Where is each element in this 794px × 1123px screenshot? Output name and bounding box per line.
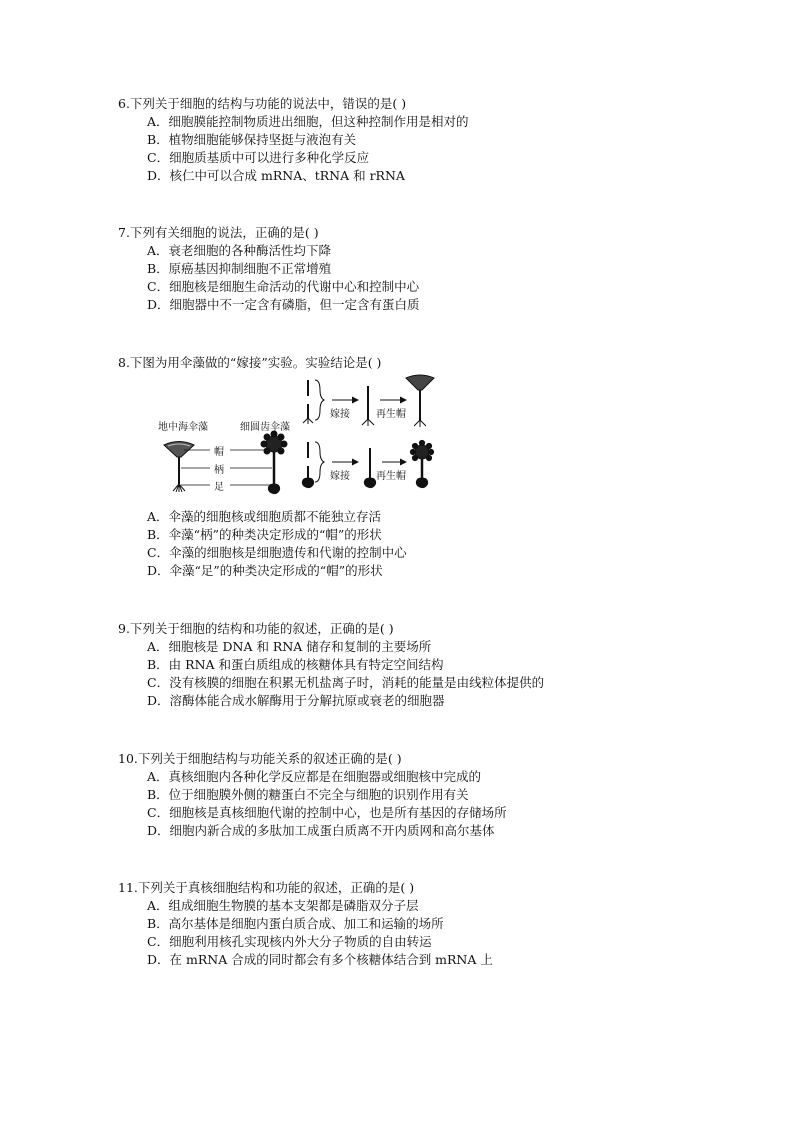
question-8 <box>118 354 758 580</box>
question-stem: 11.下列关于真核细胞结构和功能的叙述，正确的是( ) <box>118 880 415 895</box>
part-stalk-label: 柄 <box>214 465 224 476</box>
option-c: C．细胞利用核孔实现核内外大分子物质的自由转运 <box>147 934 432 949</box>
option-c: C．没有核膜的细胞在积累无机盐离子时，消耗的能量是由线粒体提供的 <box>147 675 545 690</box>
question-stem: 9.下列关于细胞的结构和功能的叙述，正确的是( ) <box>118 621 394 636</box>
option-c: C．伞藻的细胞核是细胞遗传和代谢的控制中心 <box>147 545 407 560</box>
option-b: B．植物细胞能够保持坚挺与液泡有关 <box>147 132 357 147</box>
option-d: D．细胞器中不一定含有磷脂，但一定含有蛋白质 <box>147 297 420 312</box>
question-stem: 10.下列关于细胞结构与功能关系的叙述正确的是( ) <box>118 751 402 766</box>
bottom-graft-row <box>302 440 433 487</box>
mediterranean-alga <box>164 442 194 493</box>
option-a: A．细胞核是 DNA 和 RNA 储存和复制的主要场所 <box>147 639 432 654</box>
regen-label-top: 再生帽 <box>376 409 406 420</box>
option-a: A．真核细胞内各种化学反应都是在细胞器或细胞核中完成的 <box>147 769 482 784</box>
species-left-label: 地中海伞藻 <box>158 422 208 433</box>
option-a: A．衰老细胞的各种酶活性均下降 <box>147 243 332 258</box>
option-c: C．细胞核是真核细胞代谢的控制中心，也是所有基因的存储场所 <box>147 805 507 820</box>
option-b: B．由 RNA 和蛋白质组成的核糖体具有特定空间结构 <box>147 657 444 672</box>
question-stem: 8.下图为用伞藻做的“嫁接”实验。实验结论是( ) <box>118 355 382 370</box>
regen-label-bottom: 再生帽 <box>376 471 406 482</box>
option-a: A．组成细胞生物膜的基本支架都是磷脂双分子层 <box>147 898 419 913</box>
question-11 <box>118 879 758 969</box>
graft-label-bottom: 嫁接 <box>330 471 350 482</box>
option-b: B．伞藻“柄”的种类决定形成的“帽”的形状 <box>147 527 382 542</box>
species-right-label: 细圆齿伞藻 <box>240 422 290 433</box>
option-b: B．高尔基体是细胞内蛋白质合成、加工和运输的场所 <box>147 916 444 931</box>
option-b: B．位于细胞膜外侧的糖蛋白不完全与细胞的识别作用有关 <box>147 787 469 802</box>
option-d: D．溶酶体能合成水解酶用于分解抗原或衰老的细胞器 <box>147 693 445 708</box>
option-c: C．细胞质基质中可以进行多种化学反应 <box>147 150 370 165</box>
option-d: D．核仁中可以合成 mRNA、tRNA 和 rRNA <box>147 168 405 183</box>
option-d: D．在 mRNA 合成的同时都会有多个核糖体结合到 mRNA 上 <box>147 952 493 967</box>
part-foot-label: 足 <box>214 482 224 493</box>
graft-diagram-drawing <box>158 374 488 504</box>
option-d: D．伞藻“足”的种类决定形成的“帽”的形状 <box>147 563 383 578</box>
question-6 <box>118 95 758 185</box>
option-c: C．细胞核是细胞生命活动的代谢中心和控制中心 <box>147 279 420 294</box>
graft-label-top: 嫁接 <box>330 409 350 420</box>
crenulated-alga <box>261 431 287 494</box>
question-stem: 7.下列有关细胞的说法，正确的是( ) <box>118 225 319 240</box>
part-cap-label: 帽 <box>214 447 224 458</box>
option-b: B．原癌基因抑制细胞不正常增殖 <box>147 261 332 276</box>
question-7 <box>118 224 758 314</box>
question-10 <box>118 750 758 840</box>
acetabularia-graft-figure <box>158 374 488 504</box>
question-9 <box>118 620 758 710</box>
option-d: D．细胞内新合成的多肽加工成蛋白质离不开内质网和高尔基体 <box>147 823 495 838</box>
top-graft-row <box>303 375 434 427</box>
option-a: A．细胞膜能控制物质进出细胞，但这种控制作用是相对的 <box>147 114 469 129</box>
question-stem: 6.下列关于细胞的结构与功能的说法中，错误的是( ) <box>118 96 407 111</box>
option-a: A．伞藻的细胞核或细胞质都不能独立存活 <box>147 509 382 524</box>
